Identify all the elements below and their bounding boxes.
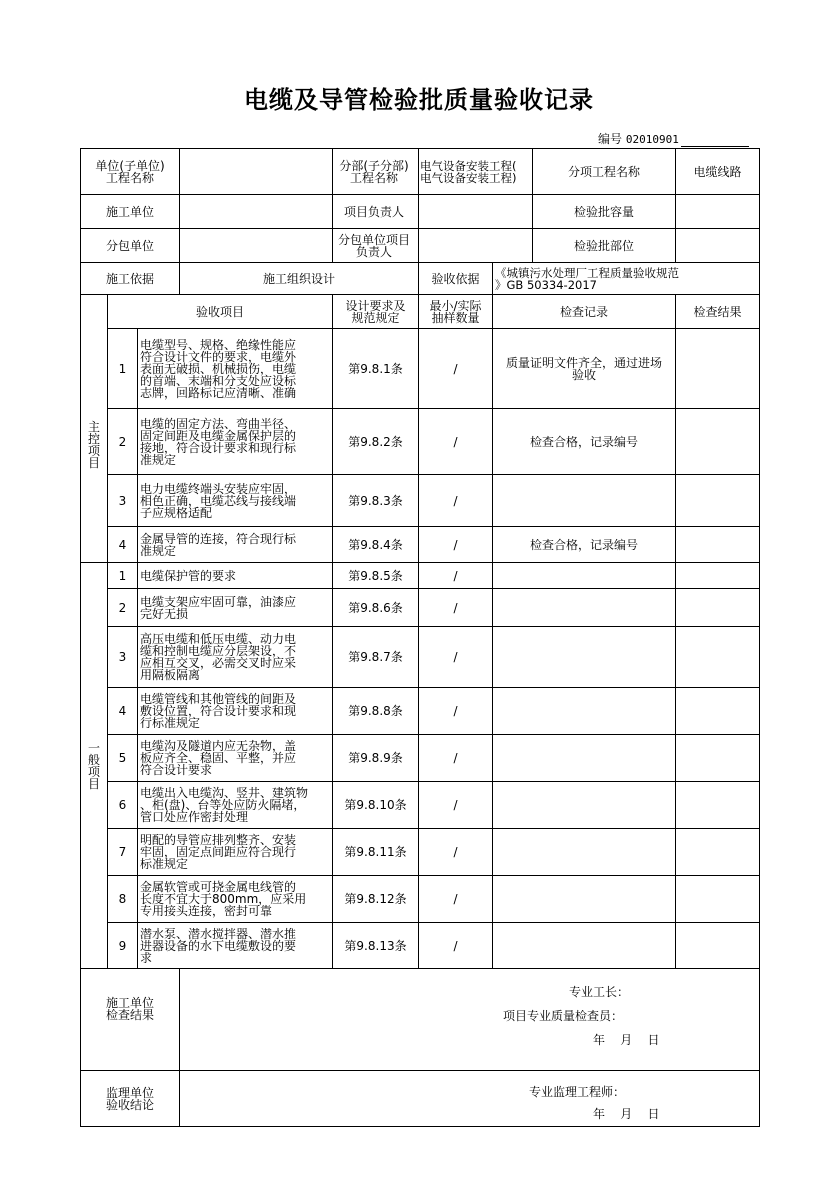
item-record[interactable] — [493, 563, 676, 589]
item-record[interactable]: 检查合格，记录编号 — [493, 527, 676, 563]
contractor-check-label: 施工单位 检查结果 — [81, 969, 180, 1071]
item-spec: 第9.8.1条 — [333, 329, 419, 409]
capacity-label: 检验批容量 — [533, 195, 676, 229]
item-result[interactable] — [676, 329, 760, 409]
item-description: 金属软管或可挠金属电线管的 长度不宜大于800mm，应采用 专用接头连接，密封可靠 — [138, 876, 333, 923]
item-spec: 第9.8.10条 — [333, 782, 419, 829]
sub-label: 分包单位 — [81, 229, 180, 263]
page-title: 电缆及导管检验批质量验收记录 — [244, 86, 594, 114]
subpart-value: 电气设备安装工程( 电气设备安装工程) — [419, 149, 533, 195]
contractor-label: 施工单位 — [81, 195, 180, 229]
item-sample: / — [419, 475, 493, 527]
code-underline — [681, 133, 749, 147]
item-result[interactable] — [676, 475, 760, 527]
general-group: 一 般 项 目 — [81, 563, 108, 969]
item-result[interactable] — [676, 563, 760, 589]
item-spec: 第9.8.7条 — [333, 627, 419, 688]
item-spec: 第9.8.6条 — [333, 589, 419, 627]
item-record[interactable] — [493, 829, 676, 876]
item-spec: 第9.8.8条 — [333, 688, 419, 735]
item-number: 2 — [108, 589, 138, 627]
item-description: 电缆的固定方法、弯曲半径、 固定间距及电缆金属保护层的 接地，符合设计要求和现行标 准规定 — [138, 409, 333, 475]
item-description: 电缆沟及隧道内应无杂物，盖 板应齐全、稳固、平整，并应 符合设计要求 — [138, 735, 333, 782]
location-value[interactable] — [676, 229, 760, 263]
supervisor-check-label: 监理单位 验收结论 — [81, 1071, 180, 1127]
unit-value[interactable] — [180, 149, 333, 195]
engineer-label: 专业监理工程师： — [529, 1084, 626, 1099]
item-label: 分项工程名称 — [533, 149, 676, 195]
contractor-check-area[interactable] — [180, 969, 760, 1071]
item-result[interactable] — [676, 527, 760, 563]
col-record: 检查记录 — [493, 295, 676, 329]
item-result[interactable] — [676, 829, 760, 876]
basis-value: 施工组织设计 — [180, 263, 419, 295]
subpart-label: 分部(子分部) 工程名称 — [333, 149, 419, 195]
item-number: 9 — [108, 923, 138, 969]
item-sample: / — [419, 829, 493, 876]
item-sample: / — [419, 527, 493, 563]
item-record[interactable] — [493, 589, 676, 627]
inspector-label: 项目专业质量检查员： — [503, 1008, 624, 1023]
item-number: 3 — [108, 475, 138, 527]
item-sample: / — [419, 563, 493, 589]
pm-label: 项目负责人 — [333, 195, 419, 229]
item-description: 电缆管线和其他管线的间距及 敷设位置，符合设计要求和现 行标准规定 — [138, 688, 333, 735]
item-record[interactable] — [493, 923, 676, 969]
item-description: 电缆支架应牢固可靠，油漆应 完好无损 — [138, 589, 333, 627]
accept-label: 验收依据 — [419, 263, 493, 295]
item-spec: 第9.8.2条 — [333, 409, 419, 475]
item-sample: / — [419, 782, 493, 829]
item-number: 4 — [108, 688, 138, 735]
item-number: 1 — [108, 329, 138, 409]
item-number: 7 — [108, 829, 138, 876]
item-record[interactable]: 检查合格，记录编号 — [493, 409, 676, 475]
unit-label: 单位(子单位) 工程名称 — [81, 149, 180, 195]
col-item: 验收项目 — [108, 295, 333, 329]
item-spec: 第9.8.12条 — [333, 876, 419, 923]
group-header-blank — [81, 295, 108, 329]
item-result[interactable] — [676, 782, 760, 829]
item-description: 高压电缆和低压电缆、动力电 缆和控制电缆应分层架设，不 应相互交叉，必需交叉时应采 用隔板隔离 — [138, 627, 333, 688]
item-description: 潜水泵、潜水搅拌器、潜水推 进器设备的水下电缆敷设的要 求 — [138, 923, 333, 969]
inspection-form — [80, 148, 760, 1127]
item-record[interactable] — [493, 876, 676, 923]
item-sample: / — [419, 627, 493, 688]
foreman-label: 专业工长： — [569, 984, 630, 999]
item-spec: 第9.8.5条 — [333, 563, 419, 589]
item-number: 4 — [108, 527, 138, 563]
basis-label: 施工依据 — [81, 263, 180, 295]
item-spec: 第9.8.4条 — [333, 527, 419, 563]
item-record[interactable] — [493, 627, 676, 688]
item-sample: / — [419, 589, 493, 627]
item-record[interactable] — [493, 475, 676, 527]
contractor-date: 年 月 日 — [593, 1032, 660, 1047]
item-number: 5 — [108, 735, 138, 782]
code-label: 编号 — [598, 132, 623, 146]
item-result[interactable] — [676, 735, 760, 782]
item-sample: / — [419, 688, 493, 735]
item-result[interactable] — [676, 688, 760, 735]
item-spec: 第9.8.13条 — [333, 923, 419, 969]
item-result[interactable] — [676, 589, 760, 627]
sub-pm-value[interactable] — [419, 229, 533, 263]
capacity-value[interactable] — [676, 195, 760, 229]
code-value: 02010901 — [625, 133, 679, 146]
item-description: 电力电缆终端头安装应牢固， 相色正确，电缆芯线与接线端 子应规格适配 — [138, 475, 333, 527]
location-label: 检验批部位 — [533, 229, 676, 263]
item-description: 电缆保护管的要求 — [138, 563, 333, 589]
item-number: 1 — [108, 563, 138, 589]
col-spec: 设计要求及 规范规定 — [333, 295, 419, 329]
item-spec: 第9.8.11条 — [333, 829, 419, 876]
col-sample: 最小/实际 抽样数量 — [419, 295, 493, 329]
item-result[interactable] — [676, 923, 760, 969]
item-record[interactable]: 质量证明文件齐全，通过进场 验收 — [493, 329, 676, 409]
item-number: 8 — [108, 876, 138, 923]
item-record[interactable] — [493, 688, 676, 735]
item-description: 金属导管的连接，符合现行标 准规定 — [138, 527, 333, 563]
supervisor-check-area[interactable] — [180, 1071, 760, 1127]
item-value: 电缆线路 — [676, 149, 760, 195]
supervisor-date: 年 月 日 — [593, 1106, 660, 1121]
accept-value: 《城镇污水处理厂工程质量验收规范 》GB 50334-2017 — [493, 263, 760, 295]
sub-value[interactable] — [180, 229, 333, 263]
item-record[interactable] — [493, 782, 676, 829]
item-number: 3 — [108, 627, 138, 688]
item-record[interactable] — [493, 735, 676, 782]
item-sample: / — [419, 329, 493, 409]
item-description: 明配的导管应排列整齐、安装 牢固，固定点间距应符合现行 标准规定 — [138, 829, 333, 876]
item-description: 电缆出入电缆沟、竖井、建筑物 、柜(盘)、台等处应防火隔堵， 管口处应作密封处理 — [138, 782, 333, 829]
item-number: 2 — [108, 409, 138, 475]
item-description: 电缆型号、规格、绝缘性能应 符合设计文件的要求，电缆外 表面无破损、机械损伤，电缆 的首端、末端和分支处应设标 志牌，回路标记应清晰、准确 — [138, 329, 333, 409]
item-sample: / — [419, 923, 493, 969]
item-sample: / — [419, 735, 493, 782]
item-number: 6 — [108, 782, 138, 829]
item-result[interactable] — [676, 876, 760, 923]
item-result[interactable] — [676, 409, 760, 475]
item-result[interactable] — [676, 627, 760, 688]
item-sample: / — [419, 409, 493, 475]
contractor-value[interactable] — [180, 195, 333, 229]
pm-value[interactable] — [419, 195, 533, 229]
item-sample: / — [419, 876, 493, 923]
item-spec: 第9.8.3条 — [333, 475, 419, 527]
sub-pm-label: 分包单位项目 负责人 — [333, 229, 419, 263]
main-control-group: 主 控 项 目 — [81, 329, 108, 563]
record-code — [598, 130, 749, 147]
item-spec: 第9.8.9条 — [333, 735, 419, 782]
col-result: 检查结果 — [676, 295, 760, 329]
